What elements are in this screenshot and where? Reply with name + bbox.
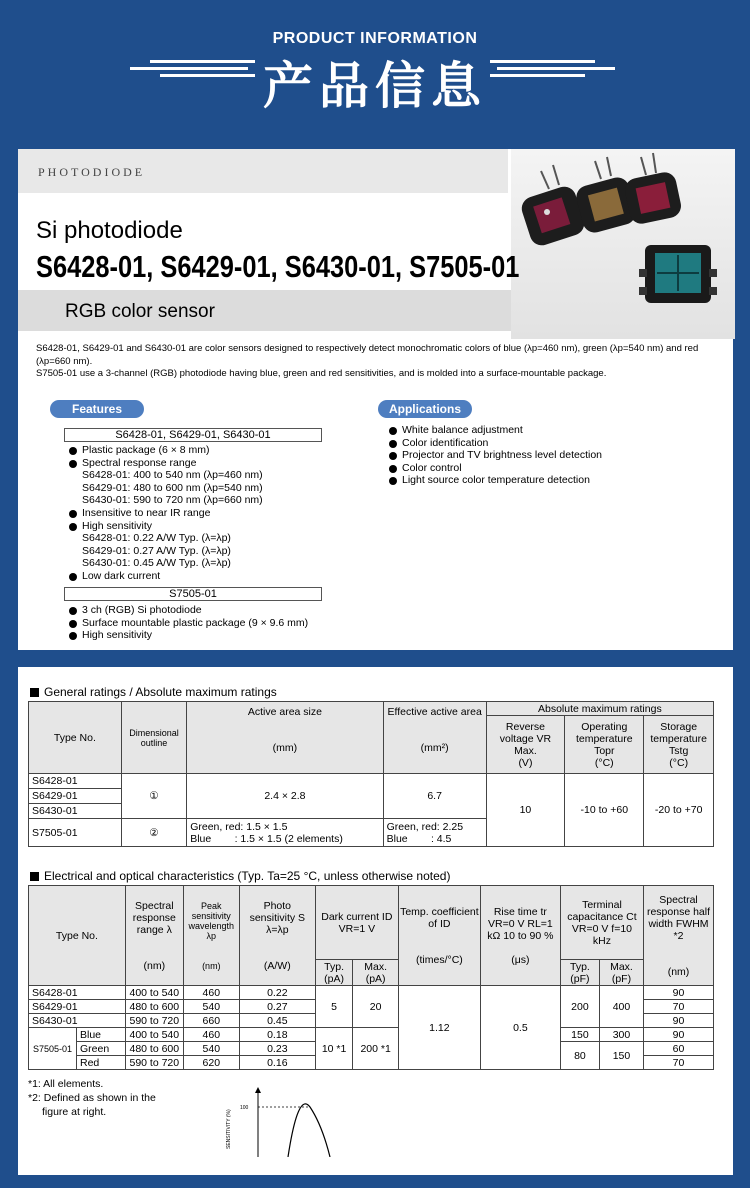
e-h-rise: Rise time tr VR=0 V RL=1 kΩ 10 to 90 % (μs) (480, 886, 560, 986)
title-line-1: Si photodiode (36, 217, 183, 244)
list-item: Projector and TV brightness level detection (388, 449, 688, 462)
e-range-6: 590 to 720 (125, 1056, 183, 1070)
h-eff: Effective active area (mm²) (383, 702, 486, 774)
h-op: Operating temperature Topr (°C) (565, 716, 644, 774)
mini-fig-tick: 100 (240, 1105, 249, 1111)
e-dark1-typ: 5 (315, 986, 353, 1028)
e-cap2-typ: 150 (560, 1028, 599, 1042)
features-badge: Features (50, 400, 144, 418)
e-h-cap: Terminal capacitance Ct VR=0 V f=10 kHz (560, 886, 643, 960)
header-banner (0, 0, 750, 134)
e-s-5: 0.23 (239, 1042, 315, 1056)
e-fwhm-6: 70 (644, 1056, 714, 1070)
footnote-2: *2: Defined as shown in the (28, 1092, 156, 1104)
list-item: White balance adjustment (388, 424, 688, 437)
e-fwhm-1: 90 (644, 986, 714, 1000)
e-range-4: 400 to 540 (125, 1028, 183, 1042)
e-peak-5: 540 (183, 1042, 239, 1056)
specifications-card (16, 665, 735, 1177)
footnote-1: *1: All elements. (28, 1078, 104, 1090)
list-item: Surface mountable plastic package (9 × 9.6 mm) (68, 617, 368, 630)
e-h-photo: Photo sensitivity S λ=λp (A/W) (239, 886, 315, 986)
e-h-cap-max: Max. (pF) (599, 960, 643, 986)
e-temp: 1.12 (398, 986, 480, 1070)
list-item: S6430-01: 0.45 A/W Typ. (λ=λp) (82, 557, 231, 570)
list-item: S6429-01: 480 to 600 nm (λp=540 nm) (82, 481, 263, 494)
category-label: PHOTODIODE (38, 165, 146, 179)
list-item: S6428-01: 400 to 540 nm (λp=460 nm) (82, 469, 263, 482)
e-h-dark-max: Max. (pA) (353, 960, 399, 986)
e-h-fwhm: Spectral response half width FWHM *2 (nm) (644, 886, 714, 986)
h-rev: Reverse voltage VR Max. (V) (486, 716, 564, 774)
e-h-dark-typ: Typ. (pA) (315, 960, 353, 986)
general-ratings-heading: General ratings / Absolute maximum ratings (30, 685, 277, 699)
subtitle-bar (18, 290, 511, 331)
e-fwhm-5: 60 (644, 1042, 714, 1056)
features-group-2-label: S7505-01 (64, 587, 322, 601)
list-item: High sensitivity (68, 629, 368, 642)
e-type-1: S6428-01 (29, 986, 126, 1000)
e-color-green: Green (77, 1042, 126, 1056)
g-dim-1: ① (121, 774, 186, 819)
e-s7505: S7505-01 (29, 1028, 77, 1070)
title-line-2: S6428-01, S6429-01, S6430-01, S7505-01 (36, 249, 520, 284)
e-dark2-typ: 10 *1 (315, 1028, 353, 1070)
e-cap2-max: 300 (599, 1028, 643, 1042)
banner-chinese-title: 产品信息 (263, 57, 487, 115)
h-abs: Absolute maximum ratings (486, 702, 713, 716)
g-area-1: 2.4 × 2.8 (187, 774, 383, 819)
h-st: Storage temperature Tstg (°C) (644, 716, 714, 774)
e-peak-4: 460 (183, 1028, 239, 1042)
e-s-4: 0.18 (239, 1028, 315, 1042)
h-area: Active area size (mm) (187, 702, 383, 774)
list-item: Spectral response range (68, 457, 328, 470)
electrical-table (28, 885, 714, 1070)
e-color-red: Red (77, 1056, 126, 1070)
e-h-range: Spectral response range λ (nm) (125, 886, 183, 986)
e-fwhm-4: 90 (644, 1028, 714, 1042)
e-s-1: 0.22 (239, 986, 315, 1000)
e-cap3-max: 150 (599, 1042, 643, 1070)
applications-list (388, 424, 688, 487)
e-h-peak: Peak sensitivity wavelength λp (nm) (183, 886, 239, 986)
g-type-3: S6430-01 (29, 804, 122, 819)
h-dim: Dimensional outline (121, 702, 186, 774)
g-type-2: S6429-01 (29, 789, 122, 804)
e-s-2: 0.27 (239, 1000, 315, 1014)
e-peak-2: 540 (183, 1000, 239, 1014)
g-tstg: -20 to +70 (644, 774, 714, 847)
subtitle: RGB color sensor (65, 301, 215, 322)
features-list-1 (68, 444, 328, 583)
list-item: S6428-01: 0.22 A/W Typ. (λ=λp) (82, 532, 231, 545)
fwhm-mini-figure (218, 1085, 368, 1157)
list-item: Color control (388, 462, 688, 475)
category-bar (18, 149, 508, 193)
g-topr: -10 to +60 (565, 774, 644, 847)
features-group-1-label: S6428-01, S6429-01, S6430-01 (64, 428, 322, 442)
e-s-6: 0.16 (239, 1056, 315, 1070)
list-item: Low dark current (68, 570, 328, 583)
product-overview-card (16, 147, 735, 652)
e-dark1-max: 20 (353, 986, 399, 1028)
e-h-type: Type No. (29, 886, 126, 986)
e-h-dark: Dark current ID VR=1 V (315, 886, 398, 960)
electrical-heading: Electrical and optical characteristics (Typ. Ta=25 °C, unless otherwise noted) (30, 869, 450, 883)
banner-english-title: PRODUCT INFORMATION (272, 30, 478, 47)
e-cap3-typ: 80 (560, 1042, 599, 1070)
e-range-2: 480 to 600 (125, 1000, 183, 1014)
e-range-1: 400 to 540 (125, 986, 183, 1000)
applications-badge: Applications (378, 400, 472, 418)
footnote-2-cont: figure at right. (42, 1106, 107, 1118)
g-eff-1: 6.7 (383, 774, 486, 819)
e-cap1-max: 400 (599, 986, 643, 1028)
e-fwhm-3: 90 (644, 1014, 714, 1028)
general-ratings-table (28, 701, 714, 847)
g-type-1: S6428-01 (29, 774, 122, 789)
description: S6428-01, S6429-01 and S6430-01 are color sensors designed to respectively detect monochromatic colors of blue (λp=460 nm), green (λp=540 nm) and red (λp=660 nm). S7505-01 use a 3-channel (RGB) photodiode having blue, green and red sensitivities, and is molded into a surface-mountable package. (36, 343, 699, 379)
e-peak-6: 620 (183, 1056, 239, 1070)
list-item: 3 ch (RGB) Si photodiode (68, 604, 368, 617)
e-fwhm-2: 70 (644, 1000, 714, 1014)
list-item: S6430-01: 590 to 720 nm (λp=660 nm) (82, 494, 263, 507)
e-h-temp: Temp. coefficient of ID (times/°C) (398, 886, 480, 986)
e-rise: 0.5 (480, 986, 560, 1070)
e-peak-1: 460 (183, 986, 239, 1000)
list-item: Plastic package (6 × 8 mm) (68, 444, 328, 457)
g-eff-2: Green, red: 2.25 Blue : 4.5 (383, 819, 486, 847)
e-type-2: S6429-01 (29, 1000, 126, 1014)
e-color-blue: Blue (77, 1028, 126, 1042)
e-type-3: S6430-01 (29, 1014, 126, 1028)
g-vr: 10 (486, 774, 564, 847)
list-item: Color identification (388, 437, 688, 450)
e-cap1-typ: 200 (560, 986, 599, 1028)
list-item: High sensitivity (68, 520, 328, 533)
e-h-cap-typ: Typ. (pF) (560, 960, 599, 986)
list-item: Insensitive to near IR range (68, 507, 328, 520)
product-photo (511, 149, 735, 339)
e-range-5: 480 to 600 (125, 1042, 183, 1056)
e-peak-3: 660 (183, 1014, 239, 1028)
list-item: S6429-01: 0.27 A/W Typ. (λ=λp) (82, 544, 231, 557)
e-range-3: 590 to 720 (125, 1014, 183, 1028)
mini-fig-ylabel: SENSITIVITY (%) (226, 1109, 232, 1149)
list-item: Light source color temperature detection (388, 474, 688, 487)
features-list-2 (68, 604, 368, 642)
photodiode-image (511, 149, 735, 339)
g-area-2: Green, red: 1.5 × 1.5 Blue : 1.5 × 1.5 (2 elements) (187, 819, 383, 847)
e-dark2-max: 200 *1 (353, 1028, 399, 1070)
footnotes (28, 1077, 156, 1119)
e-s-3: 0.45 (239, 1014, 315, 1028)
g-type-4: S7505-01 (29, 819, 122, 847)
h-type: Type No. (29, 702, 122, 774)
g-dim-2: ② (121, 819, 186, 847)
